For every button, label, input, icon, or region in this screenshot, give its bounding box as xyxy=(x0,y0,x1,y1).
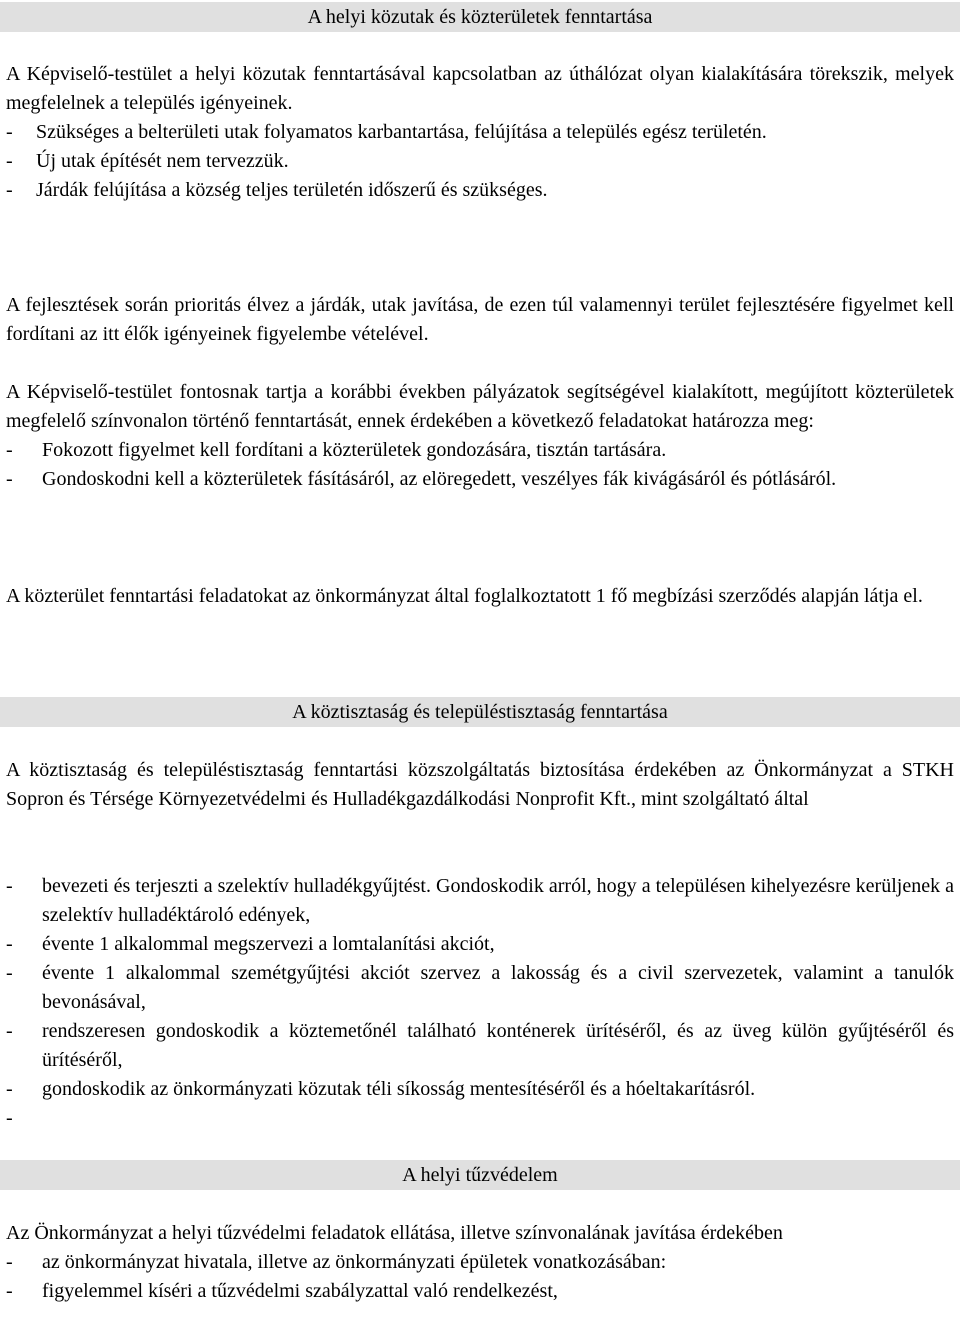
list-item: - figyelemmel kíséri a tűzvédelmi szabályzattal való rendelkezést, xyxy=(6,1277,954,1306)
cleanliness-bullet-3: évente 1 alkalommal szemétgyűjtési akciót szervez a lakosság és a civil szervezetek, valamint a tanulók bevonásával, xyxy=(42,962,954,1013)
cleanliness-bullet-4: rendszeresen gondoskodik a köztemetőnél található konténerek ürítéséről, és az üveg külön gyűjtéséről és ürítéséről, xyxy=(42,1020,954,1071)
roads-bullet-1: Szükséges a belterületi utak folyamatos karbantartása, felújítása a település egész területén. xyxy=(36,121,767,143)
roads-para3-block xyxy=(6,378,954,494)
list-item: - Gondoskodni kell a közterületek fásításáról, az elöregedett, veszélyes fák kivágásáról és pótlásáról. xyxy=(6,465,954,494)
section-heading-roads: A helyi közutak és közterületek fenntartása xyxy=(0,2,960,32)
cleanliness-bullet-2: évente 1 alkalommal megszervezi a lomtalanítási akciót, xyxy=(42,933,495,955)
list-item: - gondoskodik az önkormányzati közutak téli síkosság mentesítéséről és a hóeltakarításról. xyxy=(6,1075,954,1104)
roads-para4: A közterület fenntartási feladatokat az önkormányzat által foglalkoztatott 1 fő megbízási szerződés alapján látja el. xyxy=(6,585,923,607)
cleanliness-intro: A köztisztaság és településtisztaság fenntartási közszolgáltatás biztosítása érdekében az Önkormányzat a STKH Sopron és Térsége Környezetvédelmi és Hulladékgazdálkodási Nonprofit Kft., mint szolgáltató által xyxy=(6,759,954,810)
cleanliness-intro-block xyxy=(6,756,954,814)
cleanliness-list xyxy=(6,872,954,1133)
list-item: - rendszeresen gondoskodik a köztemetőnél található konténerek ürítéséről, és az üveg külön gyűjtéséről és ürítéséről, xyxy=(6,1017,954,1075)
section-heading-cleanliness: A köztisztaság és településtisztaság fenntartása xyxy=(0,697,960,727)
fire-content xyxy=(6,1219,954,1306)
cleanliness-bullet-5: gondoskodik az önkormányzati közutak téli síkosság mentesítéséről és a hóeltakarításról. xyxy=(42,1078,756,1100)
section-heading-fire: A helyi tűzvédelem xyxy=(0,1160,960,1190)
list-item: - Szükséges a belterületi utak folyamatos karbantartása, felújítása a település egész területén. xyxy=(6,118,954,147)
roads-para2: A fejlesztések során prioritás élvez a járdák, utak javítása, de ezen túl valamennyi terület fejlesztésére figyelmet kell fordítani az itt élők igényeinek figyelembe vételével. xyxy=(6,294,954,345)
roads-bullet-2: Új utak építését nem tervezzük. xyxy=(36,150,289,172)
list-item: - Járdák felújítása a község teljes területén időszerű és szükséges. xyxy=(6,176,954,205)
list-item: - bevezeti és terjeszti a szelektív hulladékgyűjtést. Gondoskodik arról, hogy a településen kihelyezésre kerüljenek a szelektív hulladéktároló edények, xyxy=(6,872,954,930)
list-item: - xyxy=(6,1107,13,1129)
fire-bullet-2: figyelemmel kíséri a tűzvédelmi szabályzattal való rendelkezést, xyxy=(42,1280,558,1302)
roads-intro: A Képviselő-testület a helyi közutak fenntartásával kapcsolatban az úthálózat olyan kialakítására törekszik, melyek megfelelnek a település igényeinek. xyxy=(6,63,954,114)
roads-content xyxy=(6,60,954,205)
cleanliness-bullet-1: bevezeti és terjeszti a szelektív hulladékgyűjtést. Gondoskodik arról, hogy a településen kihelyezésre kerüljenek a szelektív hulladéktároló edények, xyxy=(42,875,954,926)
roads-task-1: Fokozott figyelmet kell fordítani a közterületek gondozására, tisztán tartására. xyxy=(42,439,667,461)
list-item: - évente 1 alkalommal szemétgyűjtési akciót szervez a lakosság és a civil szervezetek, valamint a tanulók bevonásával, xyxy=(6,959,954,1017)
list-item: - az önkormányzat hivatala, illetve az önkormányzati épületek vonatkozásában: xyxy=(6,1248,954,1277)
list-item: - Fokozott figyelmet kell fordítani a közterületek gondozására, tisztán tartására. xyxy=(6,436,954,465)
list-item: - évente 1 alkalommal megszervezi a lomtalanítási akciót, xyxy=(6,930,954,959)
list-item: - Új utak építését nem tervezzük. xyxy=(6,147,954,176)
roads-para2-block xyxy=(6,291,954,349)
roads-bullet-3: Járdák felújítása a község teljes területén időszerű és szükséges. xyxy=(36,179,548,201)
roads-para4-block xyxy=(6,582,954,611)
roads-para3: A Képviselő-testület fontosnak tartja a korábbi években pályázatok segítségével kialakított, megújított közterületek megfelelő színvonalon történő fenntartását, ennek érdekében a következő feladatokat határozza meg: xyxy=(6,381,954,432)
fire-bullet-1: az önkormányzat hivatala, illetve az önkormányzati épületek vonatkozásában: xyxy=(42,1251,667,1273)
fire-intro: Az Önkormányzat a helyi tűzvédelmi feladatok ellátása, illetve színvonalának javítása érdekében xyxy=(6,1222,783,1244)
roads-task-2: Gondoskodni kell a közterületek fásításáról, az elöregedett, veszélyes fák kivágásáról és pótlásáról. xyxy=(42,468,837,490)
